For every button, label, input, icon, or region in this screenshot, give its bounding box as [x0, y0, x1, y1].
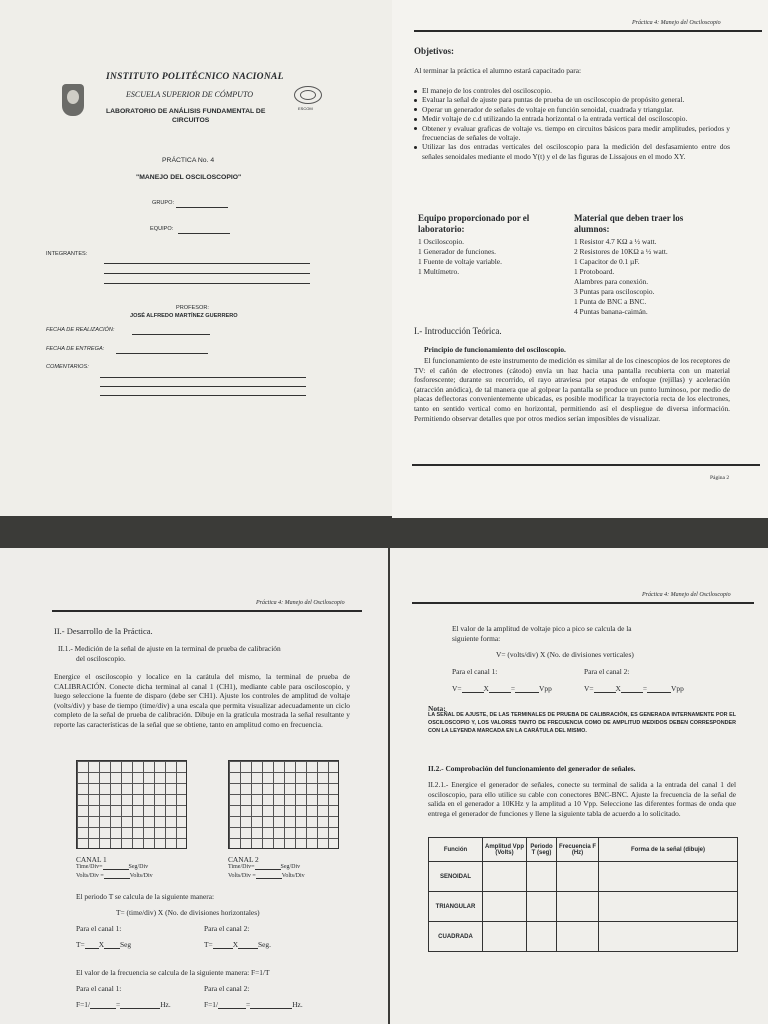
generator-instructions: II.2.1.- Energice el generador de señales, conecte su terminal de salida a la entrada del canal 1 del osciloscopio, para ello utilice su cable con conectores BNC-BNC. Ajuste la frecuencia de la señal de salida en el generador a 10KHz y la amplitud a 10 Vpp. Seleccione las diferentes formas de onda que entrega el generador de funciones y llene la siguiente tabla de acuerdo a lo solicitado.: [428, 780, 736, 818]
instructions-paragraph: Energice el osciloscopio y localice en la carátula del mismo, la terminal de prueba de CALIBRACIÓN. Conecte dicha terminal al canal 1 (CH1), mediante cable para osciloscopio, y luego seleccione la fuente de disparo (debe ser CH1). Ajuste los controles de amplitud de voltaje (volts/div) y base de tiempo (time/div) a una escala que permita visualizar adecuadamente un ciclo completo de la señal de prueba de calibración. Dibuje en la gratícula mostrada la señal resultante y reporte las características de la señal que se obtiene, tanto en amplitud como en frecuencia.: [54, 672, 350, 729]
material-item: 1 Protoboard.: [574, 267, 615, 276]
canal1-label: CANAL 1: [76, 855, 107, 864]
equipo-item: 1 Fuente de voltaje variable.: [418, 257, 502, 266]
subsection-title-2: del osciloscopio.: [76, 654, 126, 663]
amplitud-canal1-formula: V= X = Vpp: [452, 684, 552, 693]
periodo-formula: T= (time/div) X (No. de divisiones horizontales): [116, 908, 260, 917]
periodo-canal1-label: Para el canal 1:: [76, 924, 122, 933]
objective-item: Utilizar las dos entradas verticales del osciloscopio para la medición del desfasamiento entre dos señales senoidales mediante el modo Y(t) y el de las figuras de Lissajous en el modo XY.: [414, 142, 730, 161]
function-cell: CUADRADA: [429, 922, 483, 952]
equipo-label: EQUIPO:: [150, 226, 174, 232]
f1-field-a[interactable]: [90, 1002, 116, 1009]
table-header-row: [429, 838, 738, 862]
header-rule: [412, 602, 754, 604]
material-title-2: alumnos:: [574, 224, 610, 234]
table-header: Periodo T (seg): [527, 838, 557, 862]
equipo-item: 1 Osciloscopio.: [418, 237, 464, 246]
material-item: 1 Punta de BNC a BNC.: [574, 297, 647, 306]
function-cell: SENOIDAL: [429, 862, 483, 892]
integrante-field-2[interactable]: [104, 268, 310, 274]
amplitud-canal2-label: Para el canal 2:: [584, 667, 630, 676]
canal2-volts-div-field[interactable]: [256, 873, 282, 879]
objective-item: Evaluar la señal de ajuste para puntas de prueba de un osciloscopio de propósito general.: [414, 95, 730, 104]
canal2-time-div: Time/Div= Seg/Div: [228, 864, 301, 870]
page-header: Práctica 4: Manejo del Osciloscopio: [632, 20, 721, 26]
grupo-label: GRUPO:: [152, 200, 175, 206]
period-cell[interactable]: [527, 922, 557, 952]
page-number: Página 2: [710, 475, 730, 481]
material-item: 3 Puntas para osciloscopio.: [574, 287, 655, 296]
integrante-field-3[interactable]: [104, 278, 310, 284]
nota-title: Nota:: [428, 704, 446, 713]
canal1-volts-div-field[interactable]: [104, 873, 130, 879]
canal2-volts-div: Volts/Div = Volts/Div: [228, 873, 305, 879]
material-item: 1 Resistor 4.7 KΩ a ½ watt.: [574, 237, 657, 246]
v2-field-a[interactable]: [594, 686, 616, 693]
table-header: Función: [429, 838, 483, 862]
nota-text: LA SEÑAL DE AJUSTE, DE LAS TERMINALES DE PRUEBA DE CALIBRACIÓN, ES GENERADA INTERNAMENTE POR EL OSCILOSCOPIO Y, LOS VALORES TANTO DE FRECUENCIA COMO DE AMPLITUD MEDIDOS DEBEN CORRESPONDER CON LA LEYENDA MARCADA EN LA CARÁTULA DEL MISMO.: [428, 712, 736, 734]
canal2-graticule[interactable]: [228, 760, 339, 849]
objective-item: Operar un generador de señales de voltaje en función senoidal, cuadrada y triangular.: [414, 105, 730, 114]
canal2-label: CANAL 2: [228, 855, 259, 864]
header-rule: [52, 610, 362, 612]
t2-field-b[interactable]: [238, 942, 258, 949]
material-item: 1 Capacitor de 0.1 µF.: [574, 257, 640, 266]
principio-title: Principio de funcionamiento del osciloscopio.: [424, 345, 566, 354]
practice-title: "MANEJO DEL OSCILOSCOPIO": [136, 174, 242, 181]
period-cell[interactable]: [527, 862, 557, 892]
escom-logo-icon: [294, 86, 322, 104]
page-header: Práctica 4: Manejo del Osciloscopio: [642, 592, 731, 598]
canal1-graticule[interactable]: [76, 760, 187, 849]
development-page: [0, 548, 388, 1024]
equipo-field[interactable]: [178, 228, 230, 234]
objective-item: Obtener y evaluar graficas de voltaje vs. tiempo en circuitos básicos para medir amplitudes, periodos y frecuencias de señales de voltaje.: [414, 124, 730, 143]
v2-field-b[interactable]: [621, 686, 643, 693]
equipo-title-1: Equipo proporcionado por el: [418, 213, 530, 223]
v1-field-b[interactable]: [489, 686, 511, 693]
comentarios-field-1[interactable]: [100, 372, 306, 378]
comentarios-label: COMENTARIOS:: [46, 364, 89, 370]
canal1-time-div: Time/Div= Seg/Div: [76, 864, 149, 870]
frecuencia-canal2-formula: F=1/ = Hz.: [204, 1000, 303, 1009]
integrantes-label: INTEGRANTES:: [46, 251, 88, 257]
lab-name-line2: CIRCUITOS: [172, 117, 210, 124]
frequency-cell[interactable]: [557, 862, 599, 892]
page-header: Práctica 4: Manejo del Osciloscopio: [256, 600, 345, 606]
v1-field-c[interactable]: [515, 686, 539, 693]
objectives-list: [414, 86, 730, 161]
frecuencia-canal1-label: Para el canal 1:: [76, 984, 122, 993]
objectives-page: [392, 0, 768, 518]
footer-rule: [412, 464, 760, 466]
profesor-name: JOSÉ ALFREDO MARTÍNEZ GUERRERO: [130, 313, 238, 319]
objective-item: El manejo de los controles del osciloscopio.: [414, 86, 730, 95]
table-header: Frecuencia F (Hz): [557, 838, 599, 862]
fecha-realizacion-field[interactable]: [132, 329, 210, 335]
function-cell: TRIANGULAR: [429, 892, 483, 922]
periodo-canal1-formula: T= X Seg: [76, 940, 132, 949]
equipo-item: 1 Generador de funciones.: [418, 247, 496, 256]
v2-field-c[interactable]: [647, 686, 671, 693]
subsection-title-1: II.1.- Medición de la señal de ajuste en la terminal de prueba de calibración: [58, 644, 281, 653]
table-row: [429, 862, 738, 892]
periodo-canal2-label: Para el canal 2:: [204, 924, 250, 933]
profesor-label: PROFESOR:: [176, 305, 209, 311]
table-header: Forma de la señal (dibuje): [599, 838, 738, 862]
f1-field-b[interactable]: [120, 1002, 160, 1009]
amplitud-text-2: siguiente forma:: [452, 634, 501, 643]
amplitud-text-1: El valor de la amplitud de voltaje pico a pico se calcula de la: [452, 624, 632, 633]
practice-number: PRÁCTICA No. 4: [162, 157, 215, 164]
waveform-cell[interactable]: [599, 922, 738, 952]
escom-logo-text: ESCOM: [298, 106, 313, 111]
material-item: Alambres para conexión.: [574, 277, 649, 286]
section-title: II.- Desarrollo de la Práctica.: [54, 626, 153, 636]
equipo-item: 1 Multímetro.: [418, 267, 460, 276]
amplitude-cell[interactable]: [483, 862, 527, 892]
waveform-cell[interactable]: [599, 892, 738, 922]
objetivos-title: Objetivos:: [414, 46, 454, 56]
fecha-entrega-field[interactable]: [116, 348, 208, 354]
cover-page: [0, 0, 392, 516]
canal1-volts-div: Volts/Div = Volts/Div: [76, 873, 153, 879]
equipo-title-2: laboratorio:: [418, 224, 465, 234]
material-title-1: Material que deben traer los: [574, 213, 684, 223]
amplitude-cell[interactable]: [483, 892, 527, 922]
canal2-time-div-field[interactable]: [255, 864, 281, 870]
lab-name-line1: LABORATORIO DE ANÁLISIS FUNDAMENTAL DE: [106, 108, 266, 115]
frequency-cell[interactable]: [557, 922, 599, 952]
period-cell[interactable]: [527, 892, 557, 922]
material-item: 2 Resistores de 10KΩ a ½ watt.: [574, 247, 668, 256]
v1-field-a[interactable]: [462, 686, 484, 693]
generator-page: [390, 548, 768, 1024]
institution-name: INSTITUTO POLITÉCNICO NACIONAL: [106, 72, 284, 82]
generator-table: [428, 837, 738, 952]
school-name: ESCUELA SUPERIOR DE CÓMPUTO: [126, 90, 254, 99]
amplitud-canal1-label: Para el canal 1:: [452, 667, 498, 676]
canal1-time-div-field[interactable]: [103, 864, 129, 870]
integrante-field-1[interactable]: [104, 258, 310, 264]
table-header: Amplitud Vpp (Volts): [483, 838, 527, 862]
periodo-canal2-formula: T= X Seg.: [204, 940, 271, 949]
comentarios-field-3[interactable]: [100, 390, 306, 396]
fecha-realizacion-label: FECHA DE REALIZACIÓN:: [46, 327, 115, 333]
objective-item: Medir voltaje de c.d utilizando la entrada horizontal o la entrada vertical del osciloscopio.: [414, 114, 730, 123]
introduccion-title: I.- Introducción Teórica.: [414, 326, 502, 336]
objetivos-intro: Al terminar la práctica el alumno estará capacitado para:: [414, 66, 582, 75]
frecuencia-canal2-label: Para el canal 2:: [204, 984, 250, 993]
frequency-cell[interactable]: [557, 892, 599, 922]
grupo-field[interactable]: [176, 202, 228, 208]
table-row: [429, 892, 738, 922]
t2-field-a[interactable]: [213, 942, 233, 949]
frecuencia-text: El valor de la frecuencia se calcula de la siguiente manera: F=1/T: [76, 968, 270, 977]
amplitud-canal2-formula: V= X = Vpp: [584, 684, 684, 693]
header-rule: [414, 30, 762, 32]
waveform-cell[interactable]: [599, 862, 738, 892]
amplitud-formula: V= (volts/div) X (No. de divisiones verticales): [496, 650, 634, 659]
frecuencia-canal1-formula: F=1/ = Hz.: [76, 1000, 171, 1009]
periodo-text: El periodo T se calcula de la siguiente manera:: [76, 892, 215, 901]
comentarios-field-2[interactable]: [100, 381, 306, 387]
t1-field-b[interactable]: [104, 942, 120, 949]
ipn-seal-icon: [62, 84, 84, 116]
table-row: [429, 922, 738, 952]
generator-section-title: II.2.- Comprobación del funcionamiento del generador de señales.: [428, 764, 636, 773]
f2-field-b[interactable]: [250, 1002, 292, 1009]
amplitude-cell[interactable]: [483, 922, 527, 952]
fecha-entrega-label: FECHA DE ENTREGA:: [46, 346, 105, 352]
principio-paragraph: El funcionamiento de este instrumento de medición es similar al de los cinescopios de los receptores de TV: el cañón de electrones (cátodo) envía un haz hacia una pantalla recubierta con un material fosforescente; durante su recorrido, el rayo atraviesa por etapas de enfoque (rejillas) y aceleración (atracción anódica), de tal manera que al golpear la pantalla se produce un punto luminoso, por medio de placas deflectoras convenientemente ubicadas, es posible modificar la trayectoria recta de los electrones, tanto en sentido vertical como en horizontal, permitiendo así el despliegue de diversa información. Permitiendo observar detalles que por otros medios serían imposibles de visualizar.: [414, 356, 730, 423]
material-item: 4 Puntas banana-caimán.: [574, 307, 648, 316]
f2-field-a[interactable]: [218, 1002, 246, 1009]
t1-field-a[interactable]: [85, 942, 99, 949]
